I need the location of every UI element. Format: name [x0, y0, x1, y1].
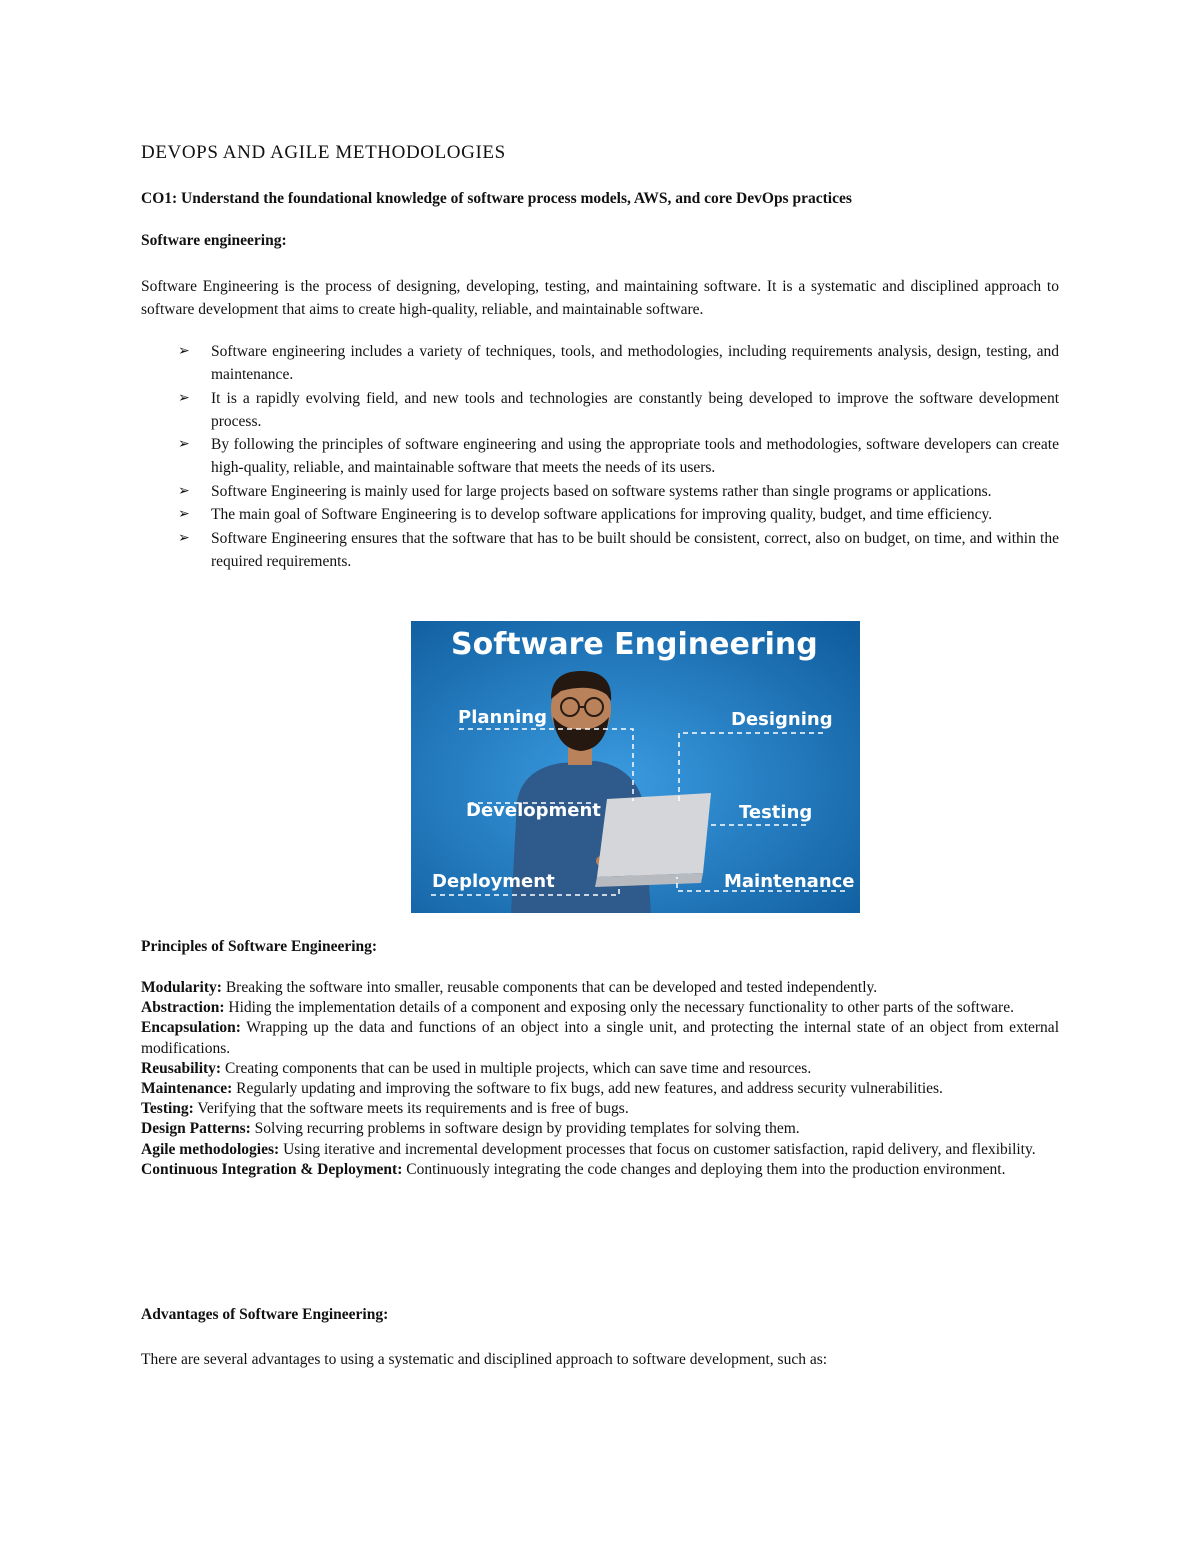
arrow-bullet-icon: ➢: [178, 529, 190, 546]
arrow-bullet-icon: ➢: [178, 506, 190, 522]
list-item: Modularity: Breaking the software into smaller, reusable components that can be developed and tested independently.: [141, 979, 878, 996]
list-item: ➢ By following the principles of software engineering and using the appropriate tools and methodologies, software developers can create high-quality, reliable, and maintainable software that meets the needs of its users.: [141, 433, 1059, 479]
section-heading-software-engineering: Software engineering:: [141, 232, 287, 249]
label-development: Development: [466, 800, 601, 821]
advantages-intro: There are several advantages to using a systematic and disciplined approach to software development, such as:: [141, 1351, 828, 1368]
list-item: ➢ It is a rapidly evolving field, and new tools and technologies are constantly being developed to improve the software development process.: [141, 387, 1059, 433]
laptop-icon: [595, 793, 711, 887]
list-item: ➢ Software Engineering ensures that the software that has to be built should be consistent, correct, also on budget, on time, and within the required requirements.: [141, 527, 1059, 573]
list-item: Testing: Verifying that the software meets its requirements and is free of bugs.: [141, 1100, 629, 1118]
list-item: Agile methodologies: Using iterative and incremental development processes that focus on customer satisfaction, rapid delivery, and flexibility.: [141, 1140, 1036, 1158]
document-title: DEVOPS AND AGILE METHODOLOGIES: [141, 142, 506, 163]
list-item: ➢ Software Engineering is mainly used for large projects based on software systems rather than single programs or applications.: [141, 480, 1059, 503]
laptop-screen: [597, 793, 711, 877]
arrow-bullet-icon: ➢: [178, 482, 190, 499]
label-deployment: Deployment: [432, 871, 555, 892]
label-planning: Planning: [458, 707, 548, 728]
list-item: Abstraction: Hiding the implementation details of a component and exposing only the necessary functionality to other parts of the software.: [141, 999, 1014, 1017]
list-item: Continuous Integration & Deployment: Continuously integrating the code changes and deploying them into the production environment.: [141, 1160, 1006, 1178]
software-engineering-illustration: [411, 621, 860, 913]
list-item: Reusability: Creating components that can be used in multiple projects, which can save time and resources.: [141, 1059, 812, 1077]
course-outcome-heading: CO1: Understand the foundational knowledge of software process models, AWS, and core DevOps practices: [141, 190, 852, 207]
label-maintenance: Maintenance: [724, 871, 855, 892]
arrow-bullet-icon: ➢: [178, 389, 190, 406]
arrow-bullet-icon: ➢: [178, 436, 190, 452]
list-item: Maintenance: Regularly updating and improving the software to fix bugs, add new features, and address security vulnerabilities.: [141, 1080, 943, 1098]
section-heading-principles: Principles of Software Engineering:: [141, 938, 378, 955]
section-heading-advantages: Advantages of Software Engineering:: [141, 1306, 389, 1323]
list-item: Encapsulation: Wrapping up the data and functions of an object into a single unit, and protecting the internal state of an object from external modifications.: [141, 1019, 1059, 1057]
label-testing: Testing: [739, 802, 813, 823]
list-item: ➢ The main goal of Software Engineering is to develop software applications for improving quality, budget, and time efficiency.: [141, 503, 1059, 526]
illustration-title: Software Engineering: [451, 627, 818, 662]
list-item: Design Patterns: Solving recurring problems in software design by providing templates for solving them.: [141, 1120, 800, 1138]
label-designing: Designing: [731, 709, 833, 730]
bullet-list: [141, 340, 1059, 573]
arrow-bullet-icon: ➢: [178, 343, 190, 359]
principles-list: [141, 978, 1059, 1180]
list-item: ➢ Software engineering includes a variety of techniques, tools, and methodologies, including requirements analysis, design, testing, and maintenance.: [141, 340, 1059, 386]
intro-paragraph: Software Engineering is the process of designing, developing, testing, and maintaining software. It is a systematic and disciplined approach to software development that aims to create high-quality, reliable, and maintainable software.: [141, 278, 1059, 318]
